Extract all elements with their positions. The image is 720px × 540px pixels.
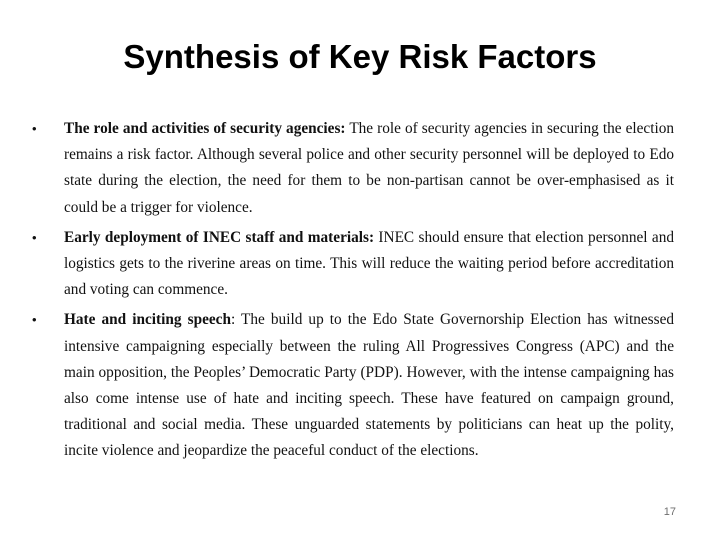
bullet-item-inec-deployment (32, 225, 674, 304)
bullet-heading: Hate and inciting speech (64, 311, 231, 329)
bullet-icon: • (32, 312, 37, 328)
bullet-text: The role of security agencies in securing the election remains a risk factor. Although several police and other security personnel will be deployed to Edo state during the election, the need for them to be non-partisan cannot be over-emphasised as it could be a trigger for violence. (64, 120, 675, 216)
bullet-icon: • (32, 229, 37, 245)
bullet-heading: The role and activities of security agencies: (64, 120, 346, 137)
slide-title: Synthesis of Key Risk Factors (123, 38, 597, 75)
bullet-item-security-agencies (32, 116, 674, 221)
bullet-text: : The build up to the Edo State Governorship Election has witnessed intensive campaigning especially between the ruling All Progressives Congress (APC) and the main opposition, the Peoples’ Democratic Party (PDP). However, with the intense campaigning has also come intense use of hate and inciting speech. These have featured on campaign ground, traditional and social media. These unguarded statements by politicians can heat up the polity, incite violence and jeopardize the peaceful conduct of the elections. (64, 311, 675, 460)
bullet-item-hate-speech (32, 307, 674, 464)
page-number: 17 (663, 506, 676, 518)
bullet-text: INEC should ensure that election personnel and logistics gets to the riverine areas on time. This will reduce the waiting period before accreditation and voting can commence. (64, 228, 674, 299)
bullet-list (32, 116, 674, 469)
bullet-icon: • (32, 121, 37, 136)
bullet-heading: Early deployment of INEC staff and materials: (64, 228, 375, 246)
